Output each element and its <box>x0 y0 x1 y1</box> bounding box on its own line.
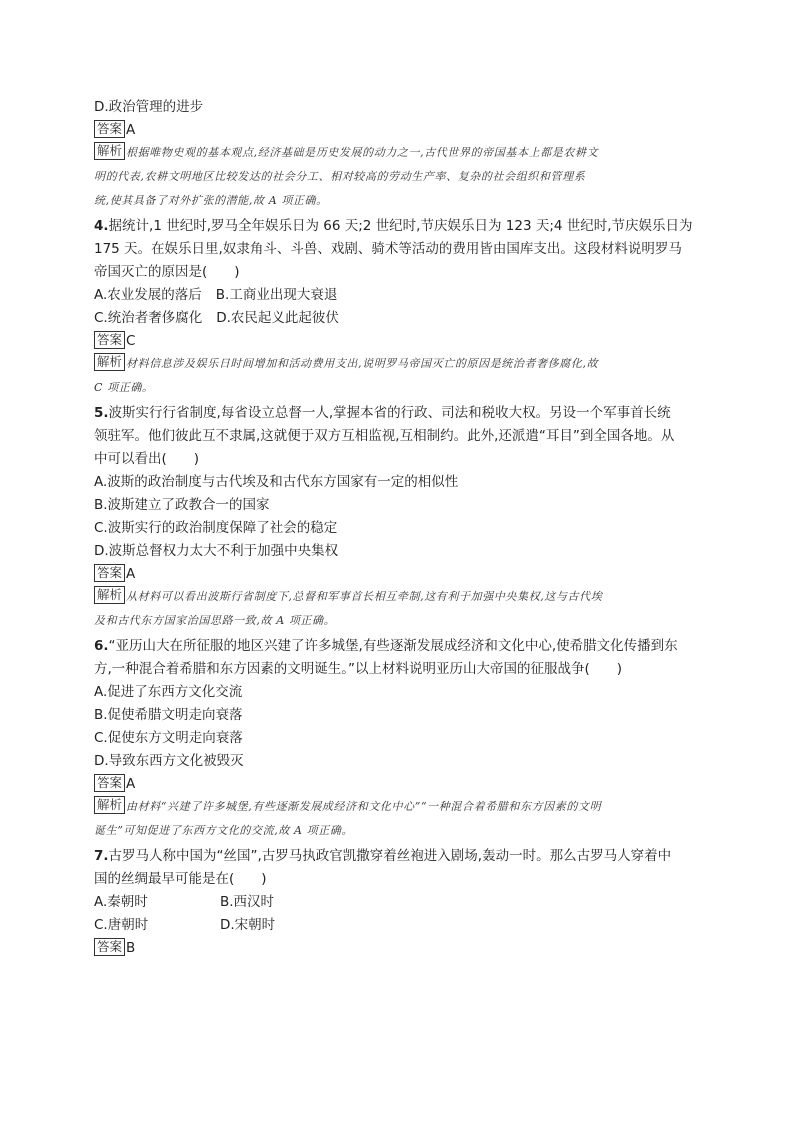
question-4: 4.据统计,1 世纪时,罗马全年娱乐日为 66 天;2 世纪时,节庆娱乐日为 123 天;4 世纪时,节庆娱乐日为 175 天。在娱乐日里,奴隶角斗、斗兽、戏剧、骑术等活动的费用皆由国库支出。这段材料说明罗马 帝国灭亡的原因是( ) A.农业发展的落后 B.工商业出现大衰退 C.统治者奢侈腐化 D.农民起义此起彼伏 <box>94 215 700 330</box>
explanation-badge: 解析 <box>94 586 125 604</box>
options-row <box>94 284 700 307</box>
answer-value: B <box>126 940 136 956</box>
option-b: B.促使希腊文明走向衰落 <box>94 707 243 723</box>
options-row <box>94 914 700 937</box>
explanation-badge: 解析 <box>94 142 125 160</box>
question-number: 7. <box>94 848 109 864</box>
option-a: A.波斯的政治制度与古代埃及和古代东方国家有一定的相似性 <box>94 474 459 490</box>
explanation: 解析 从材料可以看出波斯行省制度下,总督和军事首长相互牵制,这有利于加强中央集权,这与古代埃 及和古代东方国家治国思路一致,故 A 项正确。 <box>94 587 603 627</box>
answer-value: A <box>126 122 136 138</box>
answer-row <box>94 937 700 959</box>
question-5: 5.波斯实行行省制度,每省设立总督一人,掌握本省的行政、司法和税收大权。另设一个军事首长统 领驻军。他们彼此互不隶属,这就便于双方互相监视,互相制约。此外,还派遣“耳目”到全国各地。从 中可以看出( ) A.波斯的政治制度与古代埃及和古代东方国家有一定的相似性 B.波斯建立了政教合一的国家 C.波斯实行的政治制度保障了社会的稳定 D.波斯总督权力太大不利于加强中央集权 <box>94 402 700 563</box>
option-a: A.促进了东西方文化交流 <box>94 684 243 700</box>
answer-value: A <box>126 776 136 792</box>
option-d: D.农民起义此起彼伏 <box>216 310 339 326</box>
option-a: A.秦朝时 <box>94 894 148 910</box>
answer-row <box>94 773 700 795</box>
explanation-badge: 解析 <box>94 353 125 371</box>
answer-badge: 答案 <box>94 120 125 138</box>
option-d: D.波斯总督权力太大不利于加强中央集权 <box>94 543 339 559</box>
explanation: 解析 材料信息涉及娱乐日时间增加和活动费用支出,说明罗马帝国灭亡的原因是统治者奢侈腐化,故 C 项正确。 <box>94 354 599 394</box>
option-b: B.西汉时 <box>220 894 275 910</box>
options-row <box>94 891 700 914</box>
option-d: D.导致东西方文化被毁灭 <box>94 753 244 769</box>
question-7: 7.古罗马人称中国为“丝国”,古罗马执政官凯撒穿着丝袍进入剧场,轰动一时。那么古罗马人穿着中 国的丝绸最早可能是在( ) A.秦朝时 B.西汉时 C.唐朝时 D.宋朝时 <box>94 845 700 937</box>
question-number: 5. <box>94 405 109 421</box>
question-6: 6.“亚历山大在所征服的地区兴建了许多城堡,有些逐渐发展成经济和文化中心,使希腊文化传播到东 方,一种混合着希腊和东方因素的文明诞生。”以上材料说明亚历山大帝国的征服战争( ) A.促进了东西方文化交流 B.促使希腊文明走向衰落 C.促使东方文明走向衰落 D.导致东西方文化被毁灭 <box>94 635 700 773</box>
explanation: 解析 根据唯物史观的基本观点,经济基础是历史发展的动力之一,古代世界的帝国基本上都是农耕文 明的代表,农耕文明地区比较发达的社会分工、相对较高的劳动生产率、复杂的社会组织和管理系 统,使其具备了对外扩张的潜能,故 A 项正确。 <box>94 143 599 207</box>
document-page <box>94 96 700 959</box>
question-number: 6. <box>94 638 109 654</box>
option-c: C.唐朝时 <box>94 917 149 933</box>
options-row <box>94 307 700 330</box>
answer-badge: 答案 <box>94 331 125 349</box>
option-c: C.统治者奢侈腐化 <box>94 310 203 326</box>
answer-badge: 答案 <box>94 564 125 582</box>
option-c: C.波斯实行的政治制度保障了社会的稳定 <box>94 520 338 536</box>
question-number: 4. <box>94 218 109 234</box>
option-b: B.工商业出现大衰退 <box>215 287 338 303</box>
option-d: D.政治管理的进步 <box>94 99 204 115</box>
option-a: A.农业发展的落后 <box>94 287 202 303</box>
option-b: B.波斯建立了政教合一的国家 <box>94 497 270 513</box>
answer-row <box>94 563 700 585</box>
option-c: C.促使东方文明走向衰落 <box>94 730 243 746</box>
explanation-badge: 解析 <box>94 796 125 814</box>
option-d: D.宋朝时 <box>220 917 276 933</box>
answer-row <box>94 330 700 352</box>
answer-value: C <box>126 333 136 349</box>
answer-badge: 答案 <box>94 774 125 792</box>
answer-row <box>94 119 700 141</box>
answer-badge: 答案 <box>94 938 125 956</box>
answer-value: A <box>126 566 136 582</box>
explanation: 解析 由材料“兴建了许多城堡,有些逐渐发展成经济和文化中心”“一种混合着希腊和东方因素的文明 诞生”可知促进了东西方文化的交流,故 A 项正确。 <box>94 797 602 837</box>
